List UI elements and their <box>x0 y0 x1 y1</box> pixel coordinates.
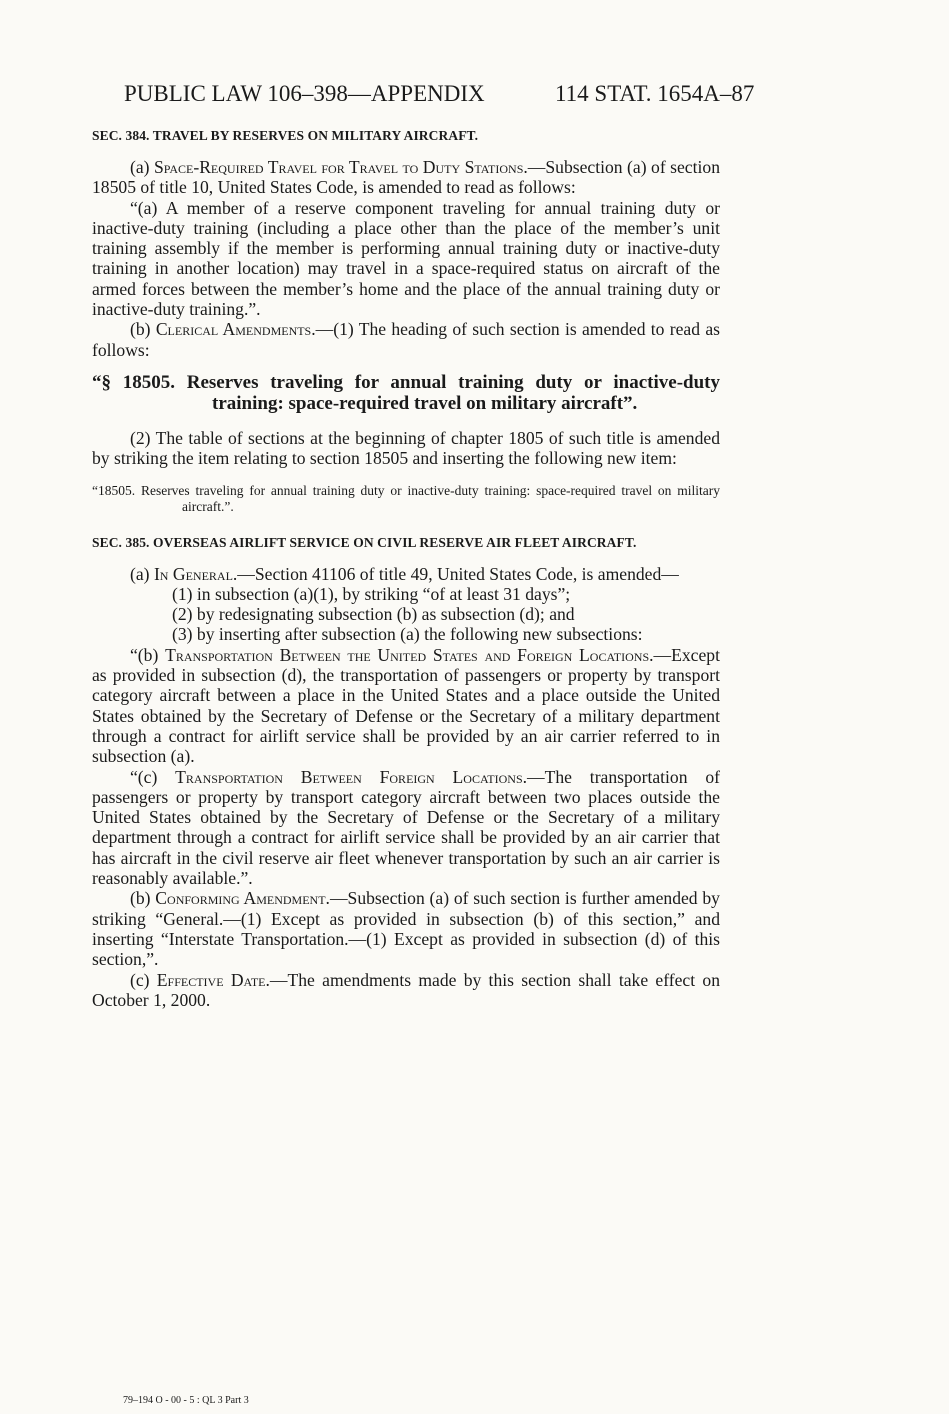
section-18505-heading: “§ 18505. Reserves traveling for annual training duty or inactive-duty training: space-required travel on military aircraft”. <box>92 371 720 414</box>
sec384-b2-text: (2) The table of sections at the beginning of chapter 1805 of such title is amended by striking the item relating to section 18505 and inserting the following new item: <box>92 427 720 469</box>
section-384-heading: SEC. 384. TRAVEL BY RESERVES ON MILITARY AIRCRAFT. <box>92 128 479 143</box>
sec385-quoted-b-caption: Transportation Between the United States and Foreign Locations. <box>165 644 654 665</box>
sec384-subsection-a: (a) Space-Required Travel for Travel to Duty Stations.—Subsection (a) of section 18505 of title 10, United States Code, is amended to read as follows: <box>92 157 720 198</box>
sec385-b-caption: Conforming Amendment. <box>155 888 330 909</box>
table-of-sections-item: “18505. Reserves traveling for annual training duty or inactive-duty training: space-required travel on military aircraft.”. <box>92 482 720 514</box>
sec385-a-caption: In General. <box>153 563 238 584</box>
section-385-heading: SEC. 385. OVERSEAS AIRLIFT SERVICE ON CIVIL RESERVE AIR FLEET AIRCRAFT. <box>92 534 637 550</box>
list-item: (3) by inserting after subsection (a) the following new subsections: <box>172 624 643 645</box>
sec384-subsection-b: (b) Clerical Amendments.—(1) The heading of such section is amended to read as follows: <box>92 319 720 360</box>
sec385-subsection-b: (b) Conforming Amendment.—Subsection (a) of such section is further amended by striking “General.—(1) Except as provided in subsection (b) of this section,” and inserting “Interstate Transportation.—(1) Except as provided in subsection (d) of this section,”. <box>92 888 720 970</box>
list-item: (1) in subsection (a)(1), by striking “of at least 31 days”; <box>172 583 571 604</box>
list-item: (2) by redesignating subsection (b) as subsection (d); and <box>172 604 575 625</box>
document-body <box>92 127 720 1010</box>
sec384-a-caption: Space-Required Travel for Travel to Duty Stations. <box>153 157 528 177</box>
sec385-quoted-subsection-c: “(c) Transportation Between Foreign Locations.—The transportation of passengers or property by transport category aircraft between two places outside the United States obtained by the Secretary of Defense or the Secretary of a military department through a contract for airlift service shall be provided by an air carrier that has aircraft in the civil reserve air fleet whenever transportation by such an air carrier is reasonably available.”. <box>92 766 720 889</box>
sec385-subsection-a: (a) In General.—Section 41106 of title 49, United States Code, is amended— <box>130 563 679 584</box>
header-stat-page: 114 STAT. 1654A–87 <box>555 81 755 106</box>
sec385-subsection-c: (c) Effective Date.—The amendments made by this section shall take effect on October 1, 2000. <box>92 969 720 1010</box>
sec385-quoted-c-caption: Transportation Between Foreign Locations. <box>175 766 528 787</box>
sec384-b-caption: Clerical Amendments. <box>155 319 316 340</box>
print-footer: 79–194 O - 00 - 5 : QL 3 Part 3 <box>123 1395 249 1406</box>
sec385-c-caption: Effective Date. <box>156 969 270 990</box>
sec385-quoted-subsection-b: “(b) Transportation Between the United States and Foreign Locations.—Except as provided in subsection (d), the transportation of passengers or property by transport category aircraft between a place in the United States and a place outside the United States obtained by the Secretary of Defense or the Secretary of a military department through a contract for airlift service shall be provided by an air carrier referred to in subsection (a). <box>92 644 720 767</box>
sec384-a-quoted-text: “(a) A member of a reserve component traveling for annual training duty or inactive-duty training (including a place other than the place of the member’s unit training assembly if the member is performing annual training duty or inactive-duty training in another location) may travel in a space-required status on aircraft of the armed forces between the member’s home and the place of the annual training duty or inactive-duty training.”. <box>92 197 720 320</box>
header-title: PUBLIC LAW 106–398—APPENDIX <box>124 81 485 106</box>
